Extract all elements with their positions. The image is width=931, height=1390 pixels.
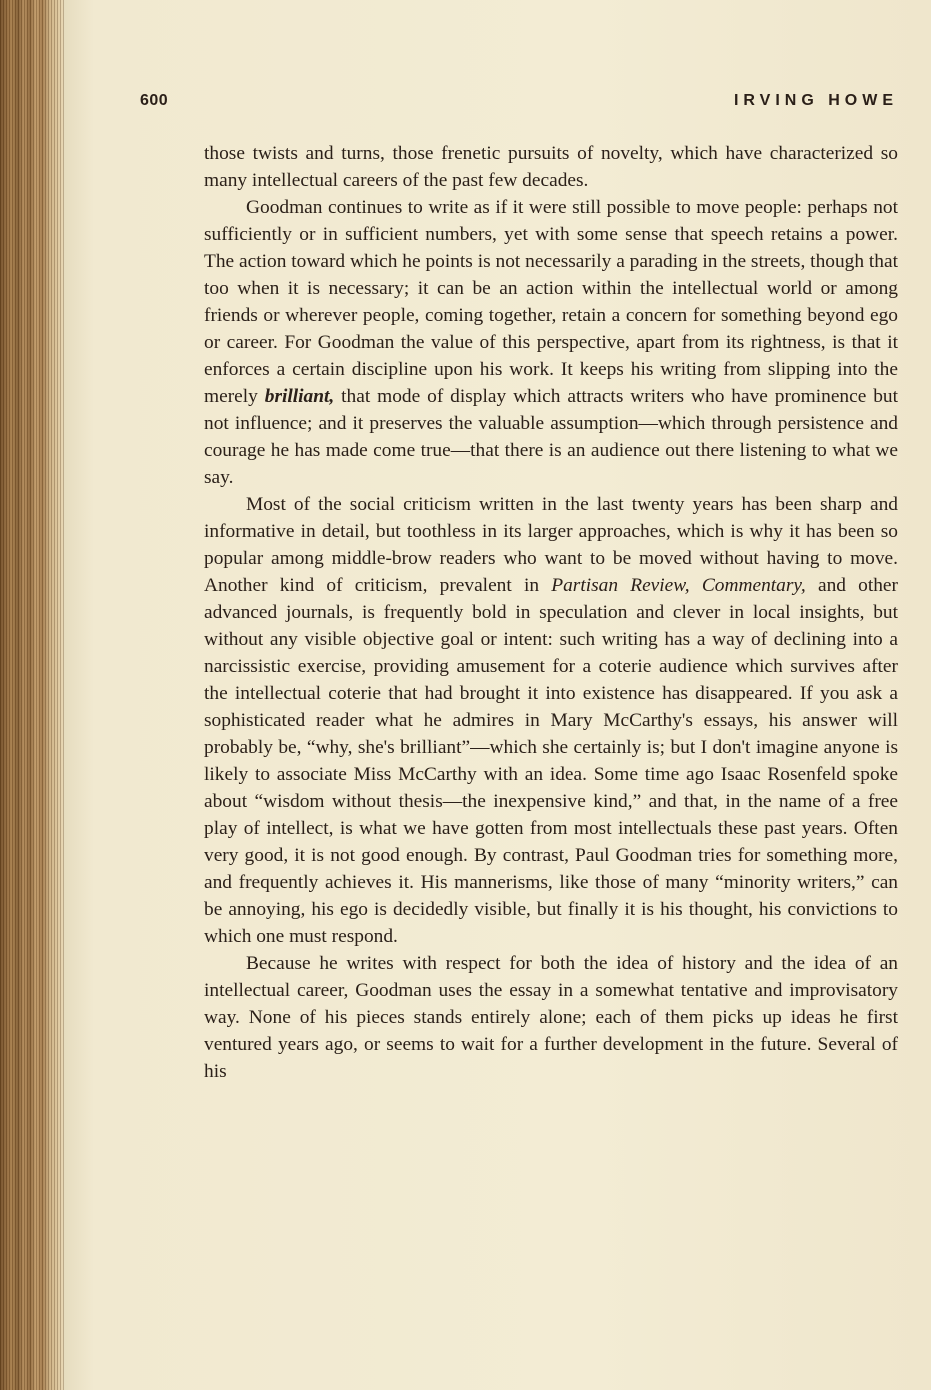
- book-spine-edge: [0, 0, 64, 1390]
- paragraph-text: Because he writes with respect for both the idea of history and the idea of an intellectual career, Goodman uses the essay in a somewhat tentative and improvisatory way. None of his pieces stands entirely alone; each of them picks up ideas he first ventured years ago, or seems to wait for a further development in the future. Several of his: [204, 953, 898, 1082]
- emphasized-word: brilliant,: [264, 386, 335, 407]
- paragraph: [204, 194, 898, 491]
- journal-title: Commentary,: [701, 575, 806, 596]
- body-text: [204, 140, 898, 1085]
- paragraph-continued: [204, 140, 898, 194]
- paragraph-text: that mode of display which attracts writers who have prominence but not influence; and it preserves the valuable assumption—which through persistence and courage he has made come true—that there is an audience out there listening to what we say.: [204, 386, 899, 488]
- journal-title: Partisan Review,: [551, 575, 690, 596]
- page-number: 600: [140, 92, 169, 109]
- paragraph-text: and other advanced journals, is frequently bold in speculation and clever in local insights, but without any visible objective goal or intent: such writing has a way of declining into a narcissistic exercise, providing amusement for a coterie audience which survives after the intellectual coterie that had brought it into existence has disappeared. If you ask a sophisticated reader what he admires in Mary McCarthy's essays, his answer will probably be, “why, she's brilliant”—which she certainly is; but I don't imagine anyone is likely to associate Miss McCarthy with an idea. Some time ago Isaac Rosenfeld spoke about “wisdom without thesis—the inexpensive kind,” and that, in the name of a free play of intellect, is what we have gotten from most intellectuals these past years. Often very good, it is not good enough. By contrast, Paul Goodman tries for something more, and frequently achieves it. His mannerisms, like those of many “minority writers,” can be annoying, his ego is decidedly visible, but finally it is his thought, his convictions to which one must respond.: [204, 575, 898, 947]
- paragraph-text: those twists and turns, those frenetic pursuits of novelty, which have characterized so many intellectual careers of the past few decades.: [204, 143, 898, 191]
- paragraph: [204, 491, 898, 950]
- paragraph: [204, 950, 898, 1085]
- running-title: IRVING HOWE: [733, 92, 898, 109]
- paragraph-text: Most of the social criticism written in the last twenty years has been sharp and informative in detail, but toothless in its larger approaches, which is why it has been so popular among middle-brow readers who want to be moved without having to move. Another kind of criticism, prevalent in: [204, 494, 898, 596]
- paragraph-text: Goodman continues to write as if it were still possible to move people: perhaps not sufficiently or in sufficient numbers, yet with some sense that speech retains a power. The action toward which he points is not necessarily a parading in the streets, though that too when it is necessary; it can be an action within the intellectual world or among friends or wherever people, coming together, retain a concern for something beyond ego or career. For Goodman the value of this perspective, apart from its rightness, is that it enforces a certain discipline upon his work. It keeps his writing from slipping into the merely: [204, 197, 898, 407]
- running-header: [140, 92, 898, 114]
